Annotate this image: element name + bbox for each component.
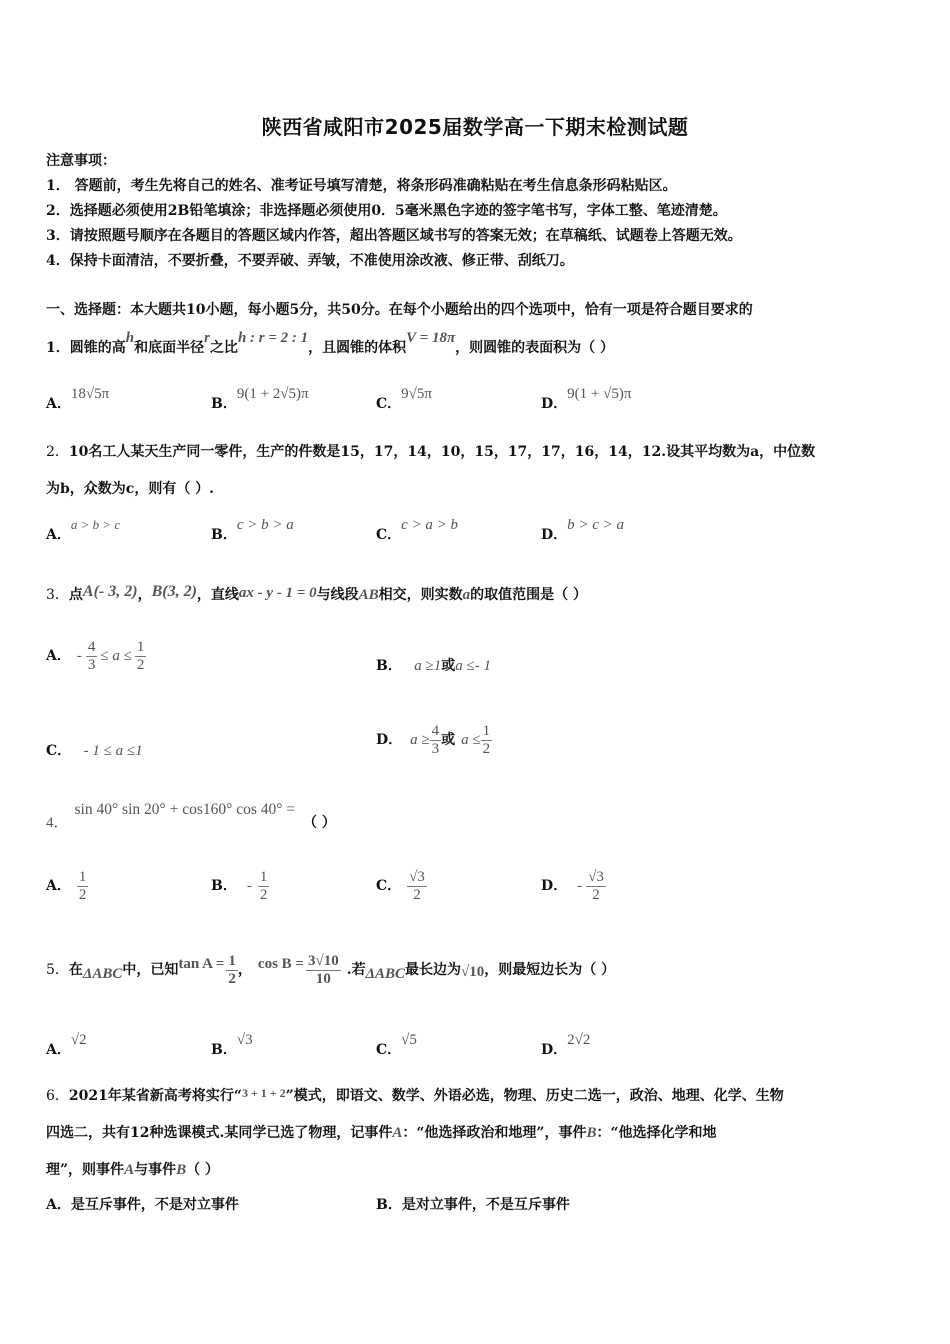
- option-label: D．: [541, 878, 568, 894]
- option-or: 或: [441, 732, 456, 748]
- q5-option-d[interactable]: [541, 1032, 591, 1060]
- fraction-denominator: 2: [482, 740, 491, 757]
- q6-text-5: ：“他选择化学和地: [596, 1125, 717, 1141]
- option-label: C．: [376, 878, 402, 894]
- q2-option-c[interactable]: [376, 517, 459, 545]
- option-value: 是对立事件，不是互斥事件: [401, 1197, 570, 1213]
- q5-text-3: ，: [237, 962, 252, 978]
- q5-triangle: ΔABC: [82, 966, 123, 982]
- option-label: B．: [211, 396, 237, 412]
- option-label: B．: [211, 527, 237, 543]
- q6-event-a: A: [392, 1125, 403, 1141]
- option-sign: -: [246, 878, 252, 894]
- option-value: b > c > a: [567, 517, 625, 533]
- option-label: A．: [46, 527, 71, 543]
- option-part-1: a ≥: [410, 732, 430, 748]
- q5-number: 5．: [46, 962, 69, 978]
- q1-option-c[interactable]: [376, 386, 432, 414]
- q6-mode: 3 + 1 + 2: [241, 1086, 286, 1100]
- option-label: C．: [376, 396, 402, 412]
- option-value: c > b > a: [236, 517, 294, 533]
- q3-segment: AB: [358, 587, 379, 603]
- q2-option-a[interactable]: [46, 517, 121, 545]
- q3-text-1: 点: [68, 587, 83, 603]
- question-1: [46, 330, 615, 358]
- option-label: B．: [211, 1042, 237, 1058]
- notice-heading: 注意事项：: [46, 153, 116, 169]
- option-value: 9√5π: [401, 386, 432, 402]
- fraction-denominator: 2: [259, 886, 268, 903]
- q4-paren: （ ）: [303, 815, 336, 831]
- q3-text-4: 与线段: [316, 587, 359, 603]
- notice-item-2: 2．选择题必须使用2B铅笔填涂；非选择题必须使用0．5毫米黑色字迹的签字笔书写，字体工整、笔迹清楚。: [46, 203, 727, 219]
- notice-item-3: 3．请按照题号顺序在各题目的答题区域内作答，超出答题区域书写的答案无效；在草稿纸、试题卷上答题无效。: [46, 228, 742, 244]
- q5-tan-fraction: [226, 953, 238, 988]
- q2-option-d[interactable]: [541, 517, 625, 545]
- option-value: 9(1 + √5)π: [567, 386, 632, 402]
- q5-tan-a: tan A =: [178, 956, 225, 972]
- q1-option-a[interactable]: [46, 386, 110, 414]
- q3-text-5: 相交，则实数: [378, 587, 463, 603]
- option-fraction: [77, 869, 89, 904]
- option-label: A．: [46, 648, 71, 664]
- option-value: a > b > c: [70, 517, 121, 532]
- q3-option-c[interactable]: [46, 741, 143, 761]
- q6-text-2: ”模式，即语文、数学、外语必选，物理、历史二选一，政治、地理、化学、生物: [285, 1088, 784, 1104]
- option-label: B．: [376, 658, 402, 674]
- option-label: D．: [541, 1042, 568, 1058]
- fraction-denominator: 2: [78, 886, 87, 903]
- q6-event-b: B: [586, 1125, 597, 1141]
- q5-longest-side: √10: [461, 964, 485, 980]
- option-part-2: a ≤: [461, 732, 481, 748]
- q3-point-a: A(- 3, 2): [82, 583, 138, 600]
- q5-cos-fraction: [306, 953, 341, 988]
- q5-text-6: ，则最短边长为（ ）: [484, 962, 616, 978]
- q6-event-a-2: A: [124, 1162, 135, 1178]
- option-fraction: [481, 723, 493, 758]
- fraction-denominator: 10: [315, 970, 331, 987]
- option-fraction: [258, 869, 270, 904]
- q6-event-b-2: B: [176, 1162, 187, 1178]
- q1-h: h: [125, 330, 135, 346]
- option-label: A．: [46, 1197, 71, 1213]
- option-value: 18√5π: [70, 386, 110, 402]
- fraction-numerator: 1: [78, 868, 87, 885]
- q6-number: 6．: [46, 1088, 69, 1104]
- fraction-denominator: 2: [413, 886, 421, 903]
- option-label: C．: [46, 743, 72, 759]
- question-6-line-3: [46, 1160, 219, 1180]
- q5-option-b[interactable]: [211, 1032, 253, 1060]
- q2-number: 2．: [46, 444, 69, 460]
- option-value: - 1 ≤ a ≤1: [83, 743, 143, 759]
- option-part-1: a ≥1: [414, 658, 442, 674]
- q6-option-b[interactable]: [376, 1195, 570, 1215]
- option-sign: -: [76, 648, 82, 664]
- section-heading: 一、选择题：本大题共10小题，每小题5分，共50分。在每个小题给出的四个选项中，恰有一项是符合题目要求的: [46, 302, 753, 318]
- notice-item-1: 1． 答题前，考生先将自己的姓名、准考证号填写清楚，将条形码准确粘贴在考生信息条形码粘贴区。: [46, 178, 677, 194]
- option-sign: -: [577, 878, 583, 894]
- question-2-line-1: [46, 442, 815, 462]
- q1-option-d[interactable]: [541, 386, 632, 414]
- fraction-numerator: 4: [87, 638, 96, 655]
- notice-item-4: 4．保持卡面清洁，不要折叠，不要弄破、弄皱，不准使用涂改液、修正带、刮纸刀。: [46, 253, 574, 269]
- option-label: B．: [211, 878, 237, 894]
- option-value: √3: [236, 1032, 253, 1048]
- q6-text-4: ：“他选择政治和地理”，事件: [402, 1125, 587, 1141]
- q4-option-b[interactable]: [211, 863, 269, 909]
- option-value: 9(1 + 2√5)π: [236, 386, 309, 402]
- q1-text-2: 和底面半径: [134, 340, 205, 356]
- option-label: D．: [376, 732, 403, 748]
- q4-option-d[interactable]: [541, 863, 606, 909]
- q3-var-a: a: [462, 587, 471, 603]
- q1-option-b[interactable]: [211, 386, 309, 414]
- q6-text-7: 与事件: [134, 1162, 177, 1178]
- option-fraction: [86, 639, 98, 674]
- q1-text-5: ，则圆锥的表面积为（ ）: [455, 340, 615, 356]
- q5-text-5: 最长边为: [405, 962, 461, 978]
- q5-option-c[interactable]: [376, 1032, 417, 1060]
- q3-option-d[interactable]: [376, 718, 492, 762]
- option-label: A．: [46, 396, 71, 412]
- option-label: C．: [376, 1042, 402, 1058]
- option-fraction: [407, 869, 427, 904]
- fraction-numerator: 1: [259, 868, 268, 885]
- q6-option-a[interactable]: [46, 1195, 239, 1215]
- q5-text-1: 在: [68, 962, 83, 978]
- q3-text-6: 的取值范围是（ ）: [470, 587, 587, 603]
- q3-text-3: ，直线: [196, 587, 239, 603]
- option-label: A．: [46, 878, 71, 894]
- fraction-denominator: 3: [431, 740, 440, 757]
- option-fraction: [586, 869, 606, 904]
- fraction-numerator: √3: [588, 868, 604, 885]
- fraction-numerator: 1: [482, 722, 491, 739]
- question-3: [46, 585, 587, 605]
- q5-cos-b: cos B =: [257, 956, 304, 972]
- q3-text-2: ，: [137, 587, 152, 603]
- q4-option-c[interactable]: [376, 863, 427, 909]
- question-5: [46, 945, 615, 995]
- option-value: 是互斥事件，不是对立事件: [70, 1197, 239, 1213]
- option-value: c > a > b: [401, 517, 459, 533]
- q1-r: r: [204, 330, 210, 346]
- q2-text-1: 10名工人某天生产同一零件，生产的件数是15，17，14，10，15，17，17，16，14，12.设其平均数为a，中位数: [68, 444, 816, 460]
- option-label: D．: [541, 527, 568, 543]
- fraction-denominator: 2: [592, 886, 600, 903]
- q6-text-3: 四选二，共有12种选课模式.某同学已选了物理，记事件: [46, 1125, 393, 1141]
- option-label: B．: [376, 1197, 402, 1213]
- option-fraction: [430, 723, 442, 758]
- question-4: [46, 800, 336, 831]
- fraction-denominator: 3: [87, 656, 96, 673]
- fraction-numerator: √3: [409, 868, 425, 885]
- q1-text-3: 之比: [209, 340, 238, 356]
- q4-expression: sin 40° sin 20° + cos160° cos 40° =: [74, 801, 296, 818]
- option-value: √5: [401, 1032, 417, 1048]
- option-or: 或: [441, 658, 456, 674]
- q4-option-a[interactable]: [46, 863, 88, 909]
- option-part-2: a ≤- 1: [455, 658, 492, 674]
- fraction-numerator: 1: [228, 952, 236, 969]
- q5-text-2: 中，已知: [122, 962, 179, 978]
- fraction-numerator: 1: [136, 638, 145, 655]
- q5-triangle-2: ΔABC: [365, 966, 405, 982]
- option-label: C．: [376, 527, 402, 543]
- page-title: 陕西省咸阳市2025届数学高一下期末检测试题: [261, 115, 689, 139]
- q6-text-8: （ ）: [186, 1162, 219, 1178]
- question-6-line-2: [46, 1123, 717, 1143]
- option-fraction: [135, 639, 147, 674]
- fraction-denominator: 2: [136, 656, 145, 673]
- q2-option-b[interactable]: [211, 517, 294, 545]
- q1-ratio: h : r = 2 : 1: [237, 330, 309, 346]
- q5-text-4: .若: [346, 962, 366, 978]
- question-2-line-2: 为b，众数为c，则有（ ）.: [46, 481, 215, 497]
- q3-point-b: B(3, 2): [151, 583, 197, 600]
- q4-number: 4．: [46, 815, 69, 831]
- option-value: 2√2: [567, 1032, 591, 1048]
- q6-text-6: 理”，则事件: [46, 1162, 125, 1178]
- option-label: D．: [541, 396, 568, 412]
- q3-option-b[interactable]: [376, 656, 491, 676]
- option-relation: ≤ a ≤: [100, 648, 132, 664]
- q1-volume: V = 18π: [406, 330, 456, 346]
- q3-number: 3．: [46, 587, 69, 603]
- q6-text-1: 2021年某省新高考将实行“: [68, 1088, 242, 1104]
- fraction-numerator: 4: [431, 722, 440, 739]
- q1-number: 1．: [46, 340, 70, 356]
- fraction-denominator: 2: [228, 970, 236, 987]
- question-6-line-1: [46, 1086, 784, 1106]
- q1-text-4: ，且圆锥的体积: [308, 340, 407, 356]
- fraction-numerator: 3√10: [307, 952, 339, 969]
- q3-option-a[interactable]: [46, 636, 146, 676]
- option-value: √2: [70, 1032, 87, 1048]
- q1-text-1: 圆锥的高: [69, 340, 126, 356]
- option-label: A．: [46, 1042, 71, 1058]
- q3-line-eq: ax - y - 1 = 0: [238, 585, 317, 601]
- q5-option-a[interactable]: [46, 1032, 87, 1060]
